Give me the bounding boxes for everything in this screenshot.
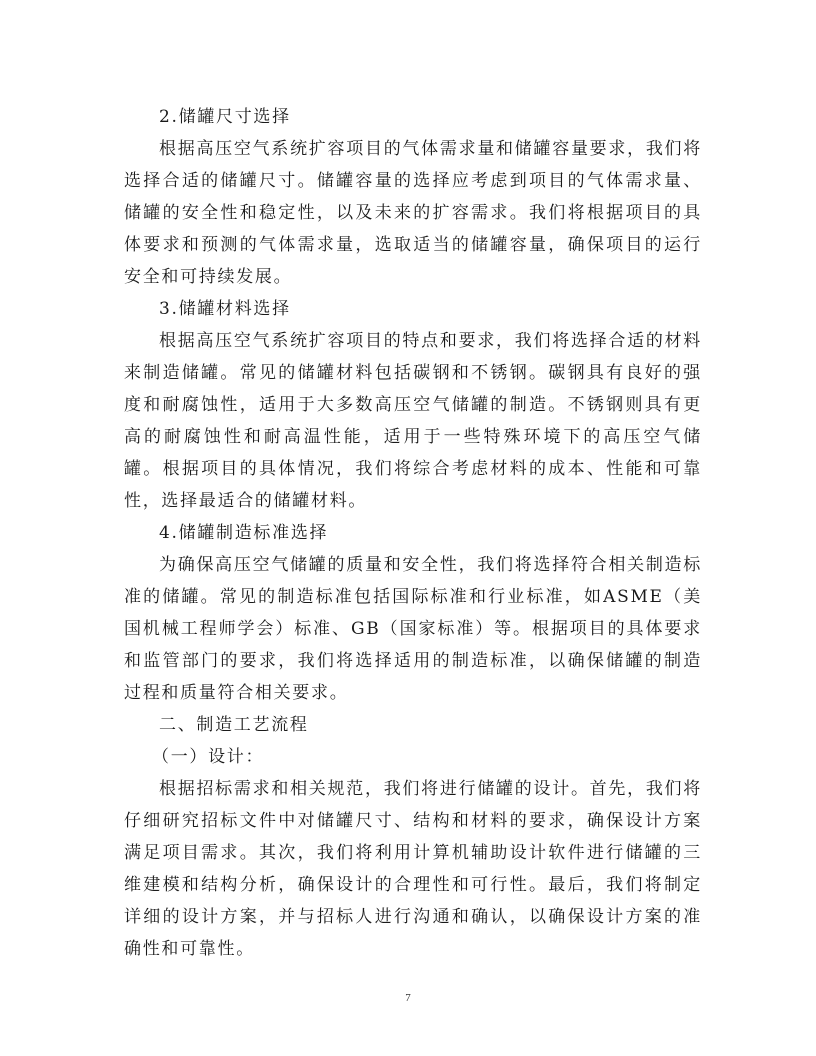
paragraph-tank-material: 根据高压空气系统扩容项目的特点和要求，我们将选择合适的材料来制造储罐。常见的储罐材料包括碳钢和不锈钢。碳钢具有良好的强度和耐腐蚀性，适用于大多数高压空气储罐的制造。不锈钢则具有更高的耐腐蚀性和耐高温性能，适用于一些特殊环境下的高压空气储罐。根据项目的具体情况，我们将综合考虑材料的成本、性能和可靠性，选择最适合的储罐材料。 <box>124 331 702 511</box>
section-heading-process-flow: 二、制造工艺流程 <box>159 715 309 735</box>
paragraph-tank-size: 根据高压空气系统扩容项目的气体需求量和储罐容量要求，我们将选择合适的储罐尺寸。储罐容量的选择应考虑到项目的气体需求量、储罐的安全性和稳定性，以及未来的扩容需求。我们将根据项目的具体要求和预测的气体需求量，选取适当的储罐容量，确保项目的运行安全和可持续发展。 <box>124 139 702 287</box>
section-heading-tank-material: 3.储罐材料选择 <box>159 299 291 319</box>
section-heading-tank-size: 2.储罐尺寸选择 <box>159 107 291 127</box>
paragraph-manufacturing-standard: 为确保高压空气储罐的质量和安全性，我们将选择符合相关制造标准的储罐。常见的制造标准包括国际标准和行业标准，如ASME（美国机械工程师学会）标准、GB（国家标准）等。根据项目的具体要求和监管部门的要求，我们将选择适用的制造标准，以确保储罐的制造过程和质量符合相关要求。 <box>124 555 702 703</box>
subsection-heading-design: （一）设计： <box>152 747 265 767</box>
section-heading-manufacturing-standard: 4.储罐制造标准选择 <box>159 523 329 543</box>
paragraph-design: 根据招标需求和相关规范，我们将进行储罐的设计。首先，我们将仔细研究招标文件中对储罐尺寸、结构和材料的要求，确保设计方案满足项目需求。其次，我们将利用计算机辅助设计软件进行储罐的三维建模和结构分析，确保设计的合理性和可行性。最后，我们将制定详细的设计方案，并与招标人进行沟通和确认，以确保设计方案的准确性和可靠性。 <box>124 779 702 959</box>
page-number: 7 <box>405 992 411 1004</box>
document-body <box>124 101 702 965</box>
